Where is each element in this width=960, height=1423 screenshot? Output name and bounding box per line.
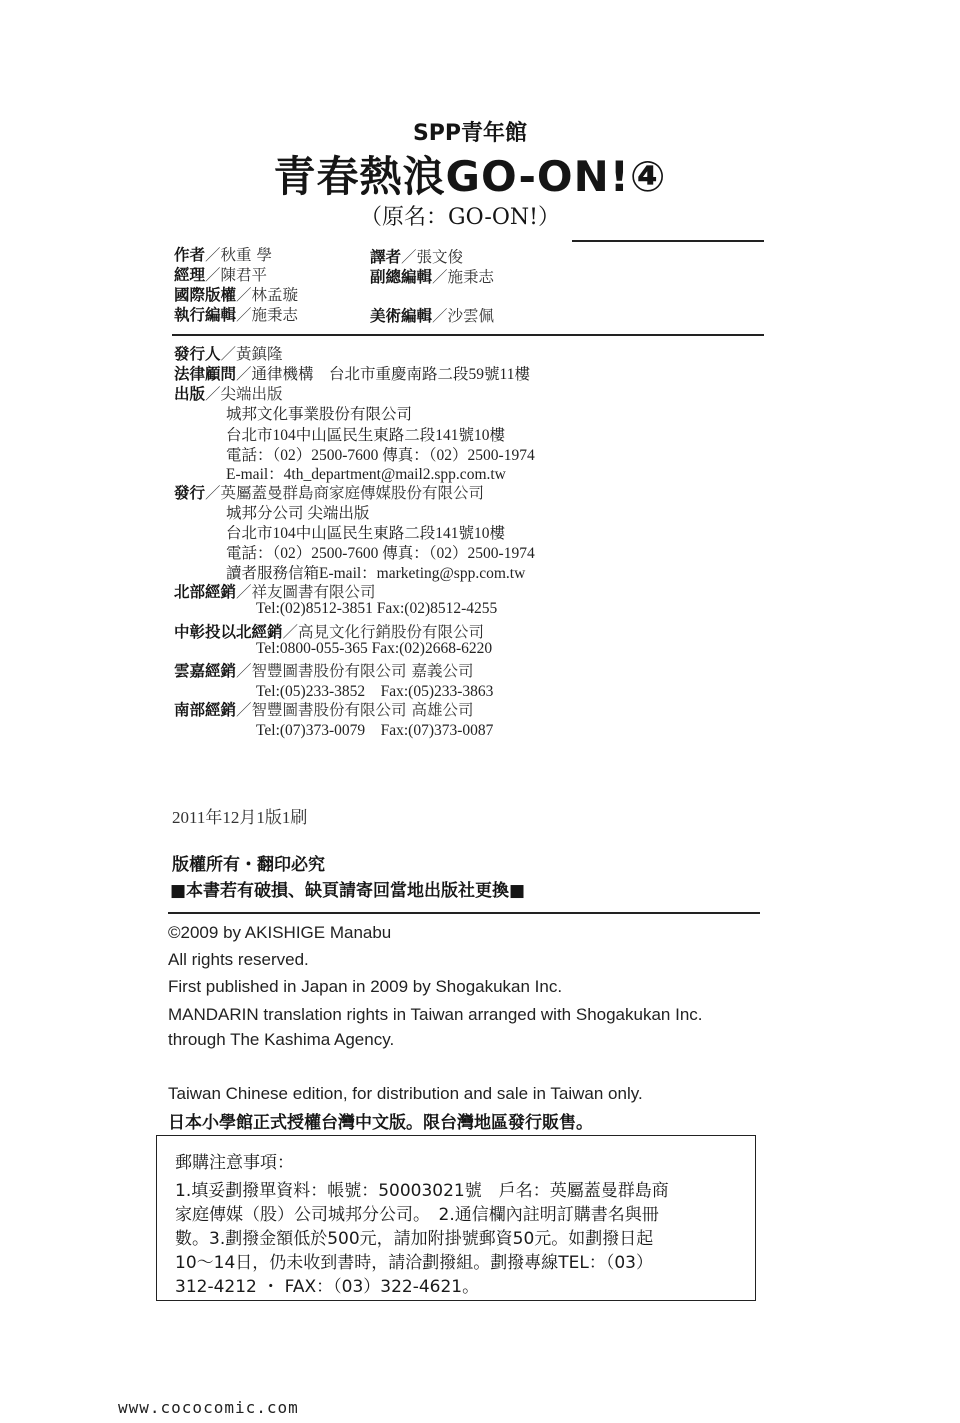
distribute-detail: 台北市104中山區民生東路二段141號10樓 — [226, 525, 506, 542]
central-contact: Tel:0800-055-365 Fax:(02)2668-6220 — [256, 640, 493, 657]
divider-rule — [172, 334, 764, 336]
credit-exec-editor: 執行編輯／施秉志 — [174, 306, 299, 324]
publish-detail: 城邦文化事業股份有限公司 — [226, 406, 413, 423]
credit-translator: 譯者／張文俊 — [370, 248, 464, 266]
imprint: SPP青年館 — [412, 121, 528, 146]
south-contact: Tel:(07)373-0079 Fax:(07)373-0087 — [256, 722, 494, 739]
south-distributor: 南部經銷／智豐圖書股份有限公司 高雄公司 — [174, 701, 474, 719]
publish-detail: E-mail：4th_department@mail2.spp.com.tw — [226, 466, 506, 483]
divider-rule — [168, 912, 760, 914]
mail-order-notice — [156, 1135, 756, 1301]
publish-line: 出版／尖端出版 — [174, 385, 283, 403]
north-distributor: 北部經銷／祥友圖書有限公司 — [174, 583, 376, 601]
distribute-detail: 城邦分公司 尖端出版 — [226, 505, 370, 522]
copyright-line: MANDARIN translation rights in Taiwan arranged with Shogakukan Inc. — [168, 1005, 703, 1024]
mail-order-line: 數。3.劃撥金額低於500元，請加附掛號郵資50元。如劃撥日起 — [175, 1229, 654, 1249]
credit-author: 作者／秋重 學 — [174, 246, 272, 264]
distribute-detail: 電話：（02）2500-7600 傳真：（02）2500-1974 — [226, 545, 535, 562]
mail-order-line: 10～14日，仍未收到書時，請洽劃撥組。劃撥專線TEL：（03） — [175, 1253, 653, 1273]
distribute-line: 發行／英屬蓋曼群島商家庭傳媒股份有限公司 — [174, 484, 485, 502]
mail-order-line: 312-4212 ・ FAX：（03）322-4621。 — [175, 1277, 480, 1297]
distribute-detail: 讀者服務信箱E-mail：marketing@spp.com.tw — [226, 565, 526, 582]
mail-order-line: 家庭傳媒（股）公司城邦分公司。 2.通信欄內註明訂購書名與冊 — [175, 1205, 659, 1225]
publish-detail: 台北市104中山區民生東路二段141號10樓 — [226, 427, 506, 444]
edition-date: 2011年12月1版1刷 — [172, 808, 308, 827]
copyright-line: through The Kashima Agency. — [168, 1030, 395, 1049]
mail-order-line: 1.填妥劃撥單資料：帳號：50003021號 戶名：英屬蓋曼群島商 — [175, 1181, 669, 1201]
legal-line: 法律顧問／通律機構 台北市重慶南路二段59號11樓 — [174, 365, 530, 383]
damage-return-notice: ■本書若有破損、缺頁請寄回當地出版社更換■ — [170, 881, 526, 901]
issuer-line: 發行人／黃鎮隆 — [174, 345, 283, 363]
distribution-note-zh: 日本小學館正式授權台灣中文版。限台灣地區發行販售。 — [168, 1113, 593, 1133]
copyright-line: First published in Japan in 2009 by Shogakukan Inc. — [168, 977, 563, 996]
site-watermark: www.cococomic.com — [118, 1398, 299, 1417]
credit-art-editor: 美術編輯／沙雲佩 — [370, 307, 495, 325]
central-distributor: 中彰投以北經銷／高見文化行銷股份有限公司 — [174, 623, 485, 641]
yunjia-distributor: 雲嘉經銷／智豐圖書股份有限公司 嘉義公司 — [174, 662, 474, 680]
north-contact: Tel:(02)8512-3851 Fax:(02)8512-4255 — [256, 600, 498, 617]
yunjia-contact: Tel:(05)233-3852 Fax:(05)233-3863 — [256, 683, 494, 700]
original-title: （原名：GO-ON!） — [360, 205, 560, 230]
rights-statement: 版權所有・翻印必究 — [172, 855, 325, 875]
copyright-line: All rights reserved. — [168, 950, 309, 969]
credit-deputy-editor: 副總編輯／施秉志 — [370, 268, 495, 286]
distribution-note-en: Taiwan Chinese edition, for distribution and sale in Taiwan only. — [168, 1084, 643, 1103]
book-title: 青春熱浪GO-ON!④ — [273, 152, 667, 201]
divider-rule — [572, 240, 764, 242]
copyright-line: ©2009 by AKISHIGE Manabu — [168, 923, 392, 942]
mail-order-title: 郵購注意事項： — [175, 1153, 294, 1173]
publish-detail: 電話：（02）2500-7600 傳真：（02）2500-1974 — [226, 447, 535, 464]
credit-manager: 經理／陳君平 — [174, 266, 268, 284]
credit-intl-rights: 國際版權／林孟璇 — [174, 286, 299, 304]
